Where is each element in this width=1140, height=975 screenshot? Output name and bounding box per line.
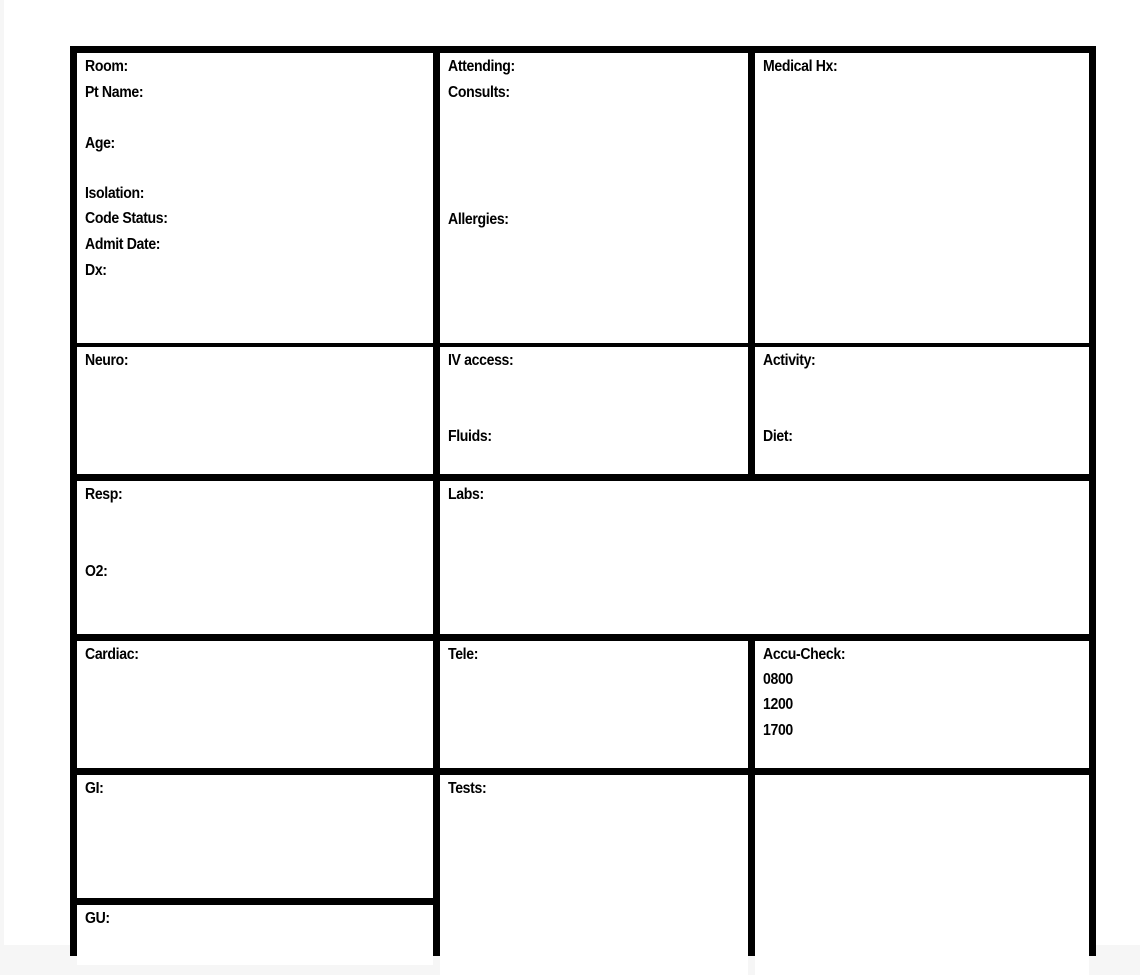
- resp-label: Resp:: [85, 486, 123, 503]
- iv-cell: [440, 347, 748, 474]
- accu-check-time: 1200: [763, 696, 793, 713]
- consults-label: Consults:: [448, 84, 510, 101]
- activity-label: Activity:: [763, 352, 816, 369]
- accu-check-cell: [755, 641, 1089, 768]
- labs-cell: [440, 481, 1089, 634]
- tests-cell: [440, 775, 748, 975]
- gi-label: GI:: [85, 780, 104, 797]
- gu-cell: [77, 905, 433, 965]
- room-label: Room:: [85, 58, 128, 75]
- blank-cell: [755, 775, 1089, 975]
- report-sheet-grid: [70, 46, 1096, 956]
- gi-cell: [77, 775, 433, 898]
- allergies-label: Allergies:: [448, 211, 509, 228]
- accu-check-label: Accu-Check:: [763, 646, 846, 663]
- pt-name-label: Pt Name:: [85, 84, 144, 101]
- activity-cell: [755, 347, 1089, 474]
- care-team-cell: [440, 53, 748, 343]
- patient-info-cell: [77, 53, 433, 343]
- o2-label: O2:: [85, 563, 108, 580]
- neuro-cell: [77, 347, 433, 474]
- tele-cell: [440, 641, 748, 768]
- isolation-label: Isolation:: [85, 185, 145, 202]
- dx-label: Dx:: [85, 262, 107, 279]
- medical-hx-label: Medical Hx:: [763, 58, 838, 75]
- iv-access-label: IV access:: [448, 352, 514, 369]
- fluids-label: Fluids:: [448, 428, 492, 445]
- code-status-label: Code Status:: [85, 210, 168, 227]
- gu-label: GU:: [85, 910, 110, 927]
- cardiac-cell: [77, 641, 433, 768]
- neuro-label: Neuro:: [85, 352, 129, 369]
- resp-cell: [77, 481, 433, 634]
- admit-date-label: Admit Date:: [85, 236, 161, 253]
- page: [4, 0, 1140, 945]
- diet-label: Diet:: [763, 428, 793, 445]
- age-label: Age:: [85, 135, 115, 152]
- medical-hx-cell: [755, 53, 1089, 343]
- tests-label: Tests:: [448, 780, 487, 797]
- cardiac-label: Cardiac:: [85, 646, 139, 663]
- attending-label: Attending:: [448, 58, 515, 75]
- accu-check-time: 1700: [763, 722, 793, 739]
- labs-label: Labs:: [448, 486, 484, 503]
- tele-label: Tele:: [448, 646, 479, 663]
- accu-check-time: 0800: [763, 671, 793, 688]
